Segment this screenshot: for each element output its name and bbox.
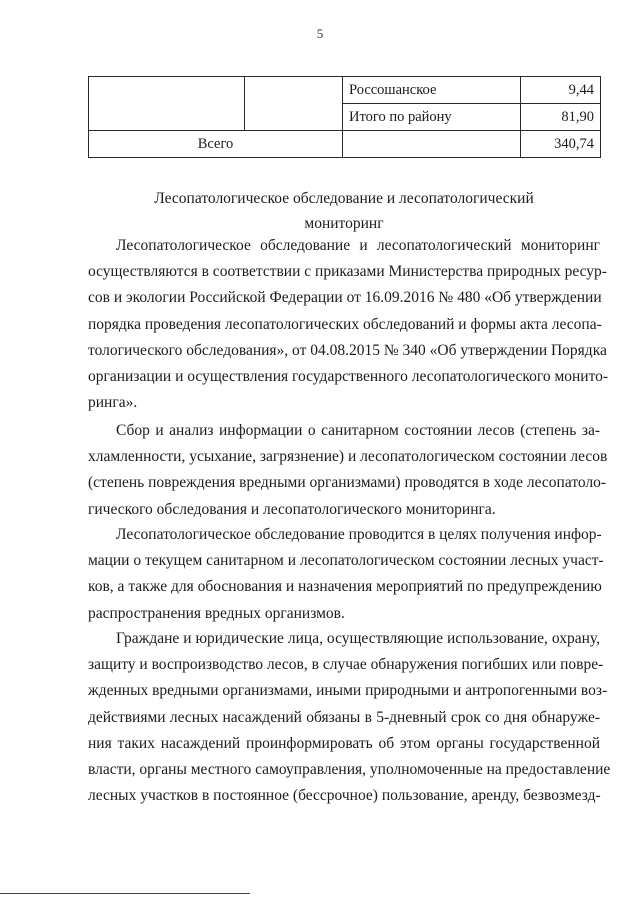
section-heading xyxy=(88,186,600,236)
total-value-cell: 340,74 xyxy=(521,131,601,158)
text-line: порядка проведения лесопатологических обследований и формы акта лесопа- xyxy=(88,315,602,333)
text-line: сов и экологии Российской Федерации от 16.09.2016 № 480 «Об утверждении xyxy=(88,289,602,307)
text-line: тологического обследования», от 04.08.2015 № 340 «Об утверждении Порядка xyxy=(88,341,607,359)
text-line: хламленности, усыхание, загрязнение) и лесопатологическом состоянии лесов xyxy=(88,448,608,466)
paragraph xyxy=(88,626,611,809)
text-line: ния таких насаждений проинформировать об этом органы государственной xyxy=(88,734,600,752)
text-line: Лесопатологическое обследование проводится в целях получения инфор- xyxy=(116,526,602,543)
text-line: ринга». xyxy=(88,394,138,412)
row-value-cell: 9,44 xyxy=(521,77,601,104)
text-line: действиями лесных насаждений обязаны в 5-дневный срок со дня обнаруже- xyxy=(88,708,600,726)
row-name-cell: Россошанское xyxy=(343,77,521,104)
table-cell-empty xyxy=(245,77,343,131)
footer-divider xyxy=(0,893,250,894)
text-line: (степень повреждения вредными организмами) проводятся в ходе лесопатоло- xyxy=(88,474,607,492)
table-cell-empty xyxy=(89,77,245,131)
table-cell-empty xyxy=(343,131,521,158)
paragraph xyxy=(88,233,609,416)
text-line: распространения вредных организмов. xyxy=(88,604,345,622)
paragraph xyxy=(88,418,608,523)
heading-line: мониторинг xyxy=(304,215,384,232)
row-name-cell: Итого по району xyxy=(343,104,521,131)
row-value-cell: 81,90 xyxy=(521,104,601,131)
text-line: Лесопатологическое обследование и лесопатологический мониторинг xyxy=(116,237,600,254)
text-line: осуществляются в соответствии с приказами Министерства природных ресур- xyxy=(88,263,607,281)
text-line: власти, органы местного самоуправления, уполномоченные на предоставление xyxy=(88,761,611,779)
text-line: гического обследования и лесопатологического мониторинга. xyxy=(88,500,496,518)
text-line: ков, а также для обоснования и назначения мероприятий по предупреждению xyxy=(88,578,602,596)
text-line: жденных вредными организмами, иными природными и антропогенными воз- xyxy=(88,682,608,700)
table-row xyxy=(89,77,601,104)
text-line: лесных участков в постоянное (бессрочное) пользование, аренду, безвозмезд- xyxy=(88,787,601,805)
text-line: организации и осуществления государственного лесопатологического монито- xyxy=(88,368,609,386)
text-line: Граждане и юридические лица, осуществляющие использование, охрану, xyxy=(116,630,600,647)
area-table xyxy=(88,76,601,158)
table-total-row xyxy=(89,131,601,158)
paragraph xyxy=(88,522,604,627)
page-number: 5 xyxy=(316,26,324,41)
heading-line: Лесопатологическое обследование и лесопатологический xyxy=(154,190,534,207)
text-line: Сбор и анализ информации о санитарном состоянии лесов (степень за- xyxy=(116,422,600,439)
text-line: защиту и воспроизводство лесов, в случае обнаружения погибших или повре- xyxy=(88,656,604,674)
total-label-cell: Всего xyxy=(89,131,343,158)
text-line: мации о текущем санитарном и лесопатологическом состоянии лесных участ- xyxy=(88,552,604,570)
